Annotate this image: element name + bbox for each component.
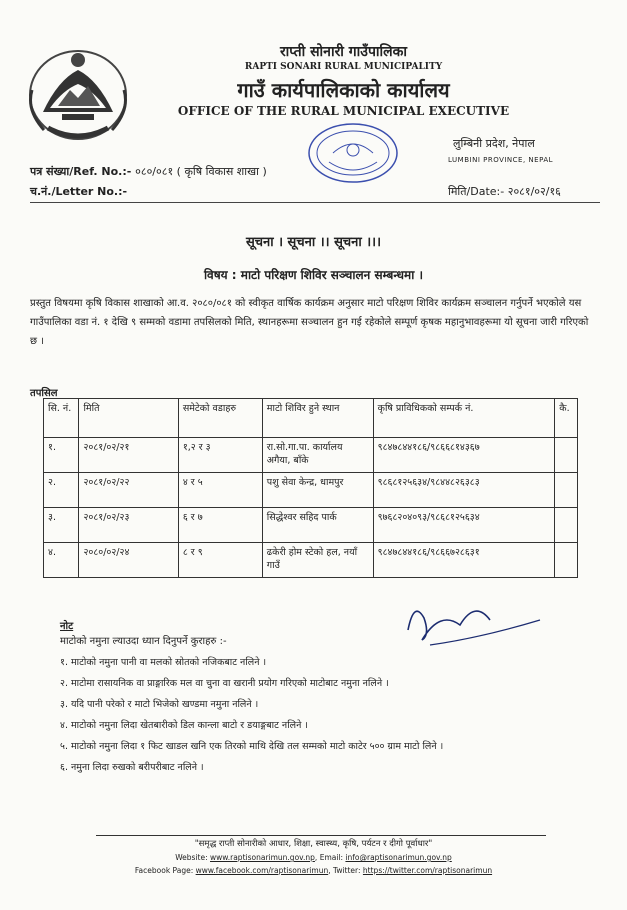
facebook-link[interactable]: www.facebook.com/raptisonarimun: [195, 866, 329, 875]
col-header-location: माटो शिविर हुने स्थान: [262, 399, 373, 438]
footer-social: Facebook Page: www.facebook.com/raptisonarimun, Twitter: https://twitter.com/raptisonarimun: [134, 866, 493, 875]
date-value: २०८१/०२/१६: [507, 185, 561, 198]
table-row: [44, 438, 578, 473]
province-en: LUMBINI PROVINCE, NEPAL: [448, 156, 554, 164]
cell-location: ढकेरी होम स्टेको हल, नयाँ गाउँ: [262, 543, 373, 578]
cell-remarks: [555, 508, 578, 543]
notes-list: [60, 652, 540, 778]
notice-heading: सूचना । सूचना ।। सूचना ।।।: [245, 235, 382, 250]
col-header-wards: समेटेको वडाहरु: [178, 399, 262, 438]
subject-line: विषय : माटो परिक्षण शिविर सञ्चालन सम्बन्धमा ।: [203, 268, 424, 282]
footer-motto: "समृद्ध राप्ती सोनारीको आधार, शिक्षा, स्वास्थ्य, कृषि, पर्यटन र दीगो पूर्वाधार": [194, 839, 433, 849]
website-link[interactable]: www.raptisonarimun.gov.np: [210, 853, 315, 862]
office-title-en: OFFICE OF THE RURAL MUNICIPAL EXECUTIVE: [177, 104, 510, 118]
date-label: मिति/Date:-: [448, 185, 505, 198]
cell-remarks: [555, 473, 578, 508]
col-header-contact: कृषि प्राविधिकको सम्पर्क नं.: [373, 399, 555, 438]
footer-divider: [96, 835, 546, 836]
list-item: ५. माटोको नमुना लिदा १ फिट खाडल खनि एक तिरको माथि देखि तल सम्मको माटो काटेर ५०० ग्राम माटो लिने ।: [60, 741, 444, 752]
body-paragraph: प्रस्तुत विषयमा कृषि विकास शाखाको आ.व. २०८०/०८१ को स्वीकृत वार्षिक कार्यक्रम अनुसार माटो परिक्षण शिविर कार्यक्रम सञ्चालन गर्नुपर्ने भएकोले यस गाउँपालिका वडा नं. १ देखि ९ सम्मको वडामा तपसिलको मिति, स्थानहरूमा सञ्चालन हुन गई रहेकोले सम्पूर्ण कृषक महानुभावहरूमा यो सूचना जारी गरिएको छ ।: [30, 298, 589, 347]
header-divider: [30, 202, 600, 203]
cell-location: सिद्धेश्वर सहिद पार्क: [262, 508, 373, 543]
twitter-link[interactable]: https://twitter.com/raptisonarimun: [362, 866, 493, 875]
cell-serial: ३.: [44, 508, 79, 543]
table-row: [44, 473, 578, 508]
ref-label: पत्र संख्या/Ref. No.:-: [30, 165, 132, 178]
ref-value: ०८०/०८१ ( कृषि विकास शाखा ): [135, 165, 267, 178]
reference-number: [30, 164, 267, 179]
cell-serial: २.: [44, 473, 79, 508]
list-item: ६. नमुना लिदा रुखको बरीपरीबाट नलिने ।: [60, 762, 204, 773]
notes-subheading: माटोको नमुना ल्याउदा ध्यान दिनुपर्ने कुराहरु :-: [60, 636, 227, 647]
cell-contact: ९८४७८४४१८६/९८६६८१४३६७: [373, 438, 555, 473]
table-row: [44, 543, 578, 578]
office-stamp: [305, 120, 400, 185]
facebook-label: Facebook Page:: [134, 866, 194, 875]
email-link[interactable]: info@raptisonarimun.gov.np: [345, 853, 452, 862]
schedule-label: तपसिल: [30, 388, 58, 399]
cell-wards: १,२ र ३: [178, 438, 262, 473]
issue-date: [448, 184, 561, 199]
footer-contact: Website: www.raptisonarimun.gov.np, Email: info@raptisonarimun.gov.np: [175, 853, 452, 862]
list-item: ३. यदि पानी परेको र माटो भिजेको खण्डमा नमुना नलिने ।: [60, 699, 259, 710]
email-label: Email:: [319, 853, 344, 862]
list-item: ४. माटोको नमुना लिदा खेतबारीको डिल कान्ला बाटो र डयाङ्गबाट नलिने ।: [60, 720, 309, 731]
cell-date: २०८१/०२/२१: [79, 438, 178, 473]
cell-location: रा.सो.गा.पा. कार्यालय अगैया, बाँके: [262, 438, 373, 473]
cell-wards: ८ र ९: [178, 543, 262, 578]
notes-heading: नोट: [60, 621, 74, 632]
cell-wards: ६ र ७: [178, 508, 262, 543]
letter-number-label: च.नं./Letter No.:-: [30, 185, 128, 198]
twitter-label: Twitter:: [332, 866, 361, 875]
schedule-table: [43, 398, 578, 578]
col-header-remarks: कै.: [555, 399, 578, 438]
website-label: Website:: [175, 853, 208, 862]
province-np: लुम्बिनी प्रदेश, नेपाल: [453, 137, 535, 150]
cell-serial: १.: [44, 438, 79, 473]
municipality-name-np: राप्ती सोनारी गाउँपालिका: [279, 44, 408, 60]
cell-contact: ९८६८१२५६३४/९८४४८२६३८३: [373, 473, 555, 508]
cell-contact: ९७६८२०४०९३/९८६८१२५६३४: [373, 508, 555, 543]
cell-remarks: [555, 543, 578, 578]
municipality-name-en: RAPTI SONARI RURAL MUNICIPALITY: [244, 62, 443, 72]
table-row: [44, 508, 578, 543]
table-header-row: [44, 399, 578, 438]
handwritten-signature: [400, 590, 560, 650]
cell-location: पशु सेवा केन्द्र, धामपुर: [262, 473, 373, 508]
cell-serial: ४.: [44, 543, 79, 578]
cell-date: २०८१/०२/२२: [79, 473, 178, 508]
cell-date: २०८०/०२/२४: [79, 543, 178, 578]
cell-contact: ९८४७८४४१८६/९८६६७२८६३१: [373, 543, 555, 578]
col-header-date: मिति: [79, 399, 178, 438]
cell-wards: ४ र ५: [178, 473, 262, 508]
signature-block: [400, 590, 560, 650]
office-title-np: गाउँ कार्यपालिकाको कार्यालय: [237, 78, 450, 102]
cell-remarks: [555, 438, 578, 473]
col-header-serial: सि. नं.: [44, 399, 79, 438]
list-item: १. माटोको नमुना पानी वा मलको स्रोतको नजिकबाट नलिने ।: [60, 657, 267, 668]
list-item: २. माटोमा रासायनिक वा प्राङ्गारिक मल वा चुना वा खरानी प्रयोग गरिएको माटोबाट नमुना नलिने ।: [60, 678, 389, 689]
cell-date: २०८१/०२/२३: [79, 508, 178, 543]
